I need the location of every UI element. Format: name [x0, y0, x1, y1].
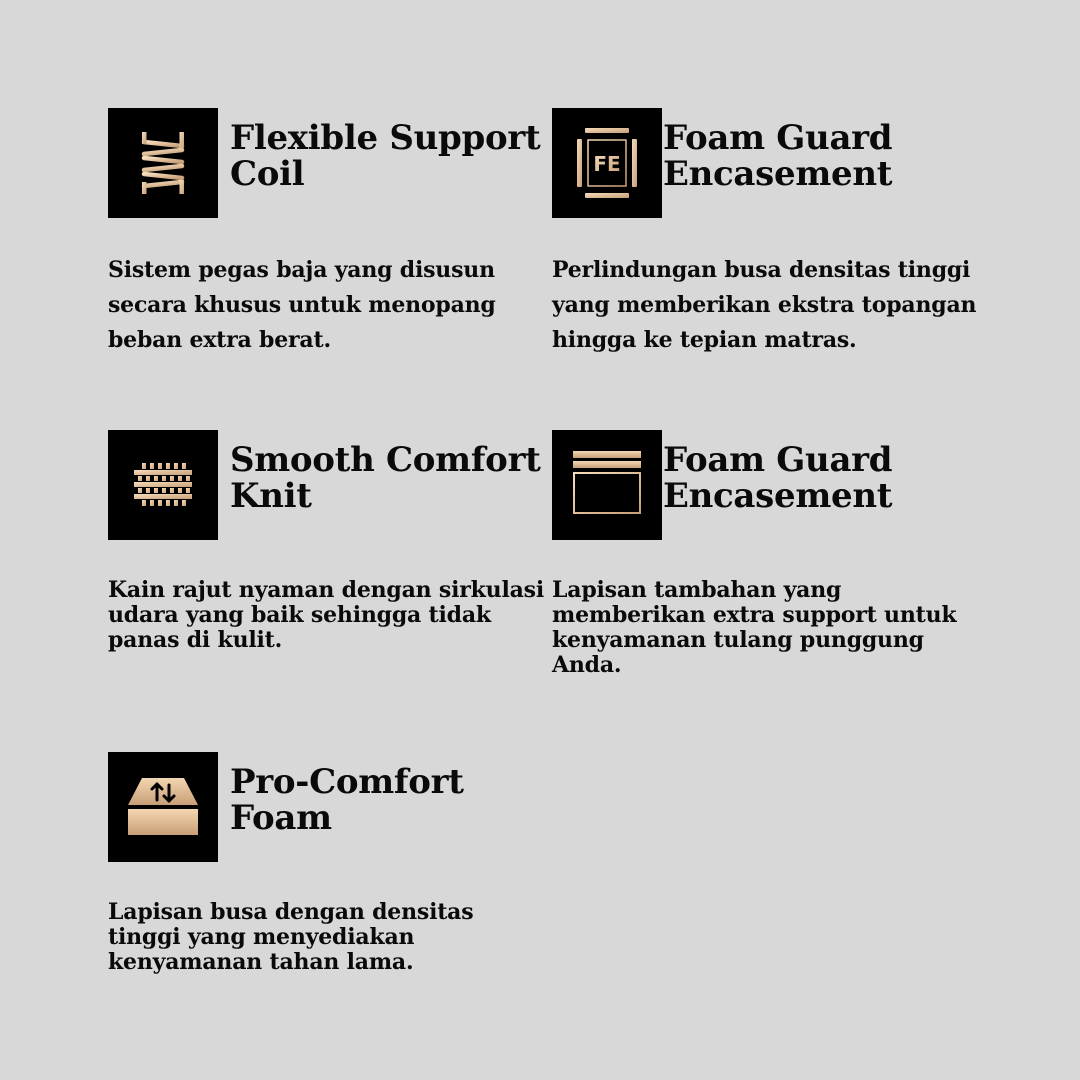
layered-box-icon [552, 430, 662, 540]
feature-title: Foam Guard Encasement [663, 440, 893, 516]
feature-title: Flexible Support Coil [230, 118, 541, 194]
fe-icon-label: FE [593, 152, 621, 176]
feature-description: Kain rajut nyaman dengan sirkulasi udara yang baik sehingga tidak panas di kulit. [108, 577, 545, 653]
spring-coil-icon [108, 108, 218, 218]
foam-tray-arrows-icon [108, 752, 218, 862]
feature-description: Sistem pegas baja yang disusun secara khusus untuk menopang beban extra berat. [108, 257, 496, 353]
fe-frame-icon [552, 108, 662, 218]
feature-description: Lapisan tambahan yang memberikan extra support untuk kenyamanan tulang punggung Anda. [552, 577, 957, 678]
feature-description: Lapisan busa dengan densitas tinggi yang menyediakan kenyamanan tahan lama. [108, 899, 474, 975]
feature-description: Perlindungan busa densitas tinggi yang memberikan ekstra topangan hingga ke tepian matras. [552, 257, 977, 353]
feature-title: Smooth Comfort Knit [230, 440, 541, 516]
feature-title: Foam Guard Encasement [663, 118, 893, 194]
feature-title: Pro-Comfort Foam [230, 762, 464, 838]
knit-fabric-icon [108, 430, 218, 540]
